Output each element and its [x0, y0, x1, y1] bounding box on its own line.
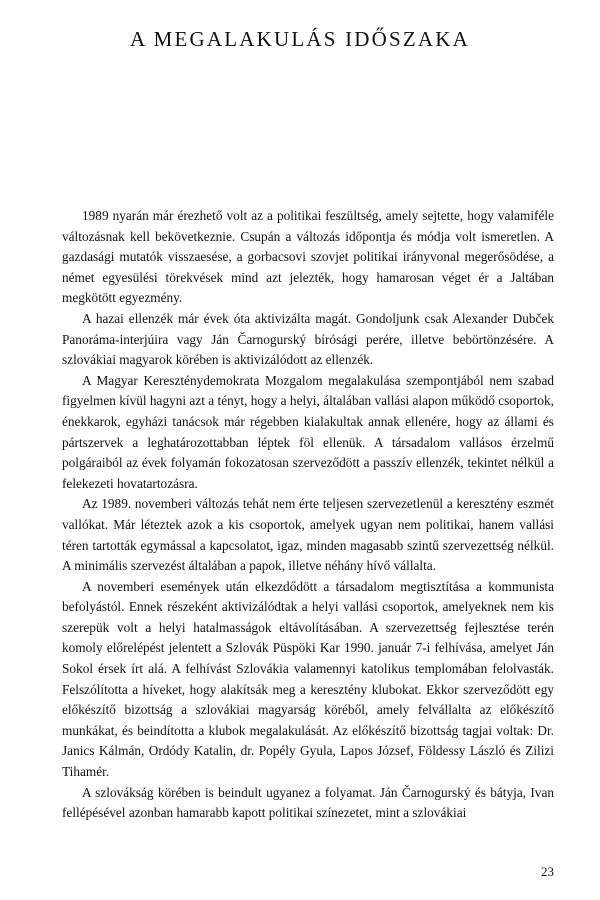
paragraph: A Magyar Kereszténydemokrata Mozgalom megalakulása szempontjából nem szabad figyelmen kívül hagyni azt a tényt, hogy a helyi, általában vallási alapon működő csoportok, énekkarok, egyházi tanácsok már régebben kialakultak annak ellenére, hogy az állami és pártszervek a leghatározottabban léptek föl ellenük. A társadalom vallásos érzelmű polgáraiból az évek folyamán fokozatosan szerveződött a passzív ellenzék, tekintet nélkül a felekezeti hovatartozásra.	[62, 372, 554, 491]
body-text	[62, 206, 554, 824]
page-number: 23	[541, 864, 554, 879]
paragraph: A hazai ellenzék már évek óta aktivizálta magát. Gondoljunk csak Alexander Dubček Panoráma-interjúira vagy Ján Čarnogurský bírósági perére, illetve bebörtönzésére. A szlovákiai magyarok körében is aktivizálódott az ellenzék.	[62, 310, 554, 368]
paragraph: Az 1989. novemberi változás tehát nem érte teljesen szervezetlenül a keresztény eszmét vallókat. Már léteztek azok a kis csoportok, amelyek ugyan nem politikai, hanem vallási téren tartották egymással a kapcsolatot, igaz, minden magasabb szintű szervezettség nélkül. A minimális szervezést általában a papok, illetve néhány hívő vállalta.	[62, 496, 554, 574]
paragraph: A szlovákság körében is beindult ugyanez a folyamat. Ján Čarnogurský és bátyja, Ivan fellépésével azonban hamarabb kapott politikai színezetet, mint a szlovákiai	[62, 784, 554, 821]
paragraph: 1989 nyarán már érezhető volt az a politikai feszültség, amely sejtette, hogy valamiféle változásnak kell bekövetkeznie. Csupán a változás időpontja és módja volt ismeretlen. A gazdasági mutatók visszaesése, a gorbacsovi szovjet politikai irányvonal megerősödése, a német egyesülési törekvések mind azt jelezték, hogy hamarosan véget ér a Jaltában megkötött egyezmény.	[62, 208, 554, 306]
page-title: A MEGALAKULÁS IDŐSZAKA	[129, 27, 471, 51]
paragraph: A novemberi események után elkezdődött a társadalom megtisztítása a kommunista befolyástól. Ennek részeként aktivizálódtak a helyi vallási csoportok, amelyeknek nem kis szerepük volt a helyi hatalmasságok eltávolításában. A szervezettség fejlesztése terén komoly előrelépést jelentett a Szlovák Püspöki Kar 1990. január 7-i felhívása, amelyet Ján Sokol érsek írt alá. A felhívást Szlovákia valamennyi katolikus templomában felolvasták. Felszólította a híveket, hogy alakítsák meg a keresztény klubokat. Ekkor szerveződött egy előkészítő bizottság a szlovákiai magyarság köréből, amely felvállalta az előkészítő munkákat, és beindította a klubok megalakulását. Az előkészítő bizottság tagjai voltak: Dr. Janics Kálmán, Ordódy Katalin, dr. Popély Gyula, Lapos József, Földessy László és Zilizi Tihamér.	[62, 578, 554, 780]
